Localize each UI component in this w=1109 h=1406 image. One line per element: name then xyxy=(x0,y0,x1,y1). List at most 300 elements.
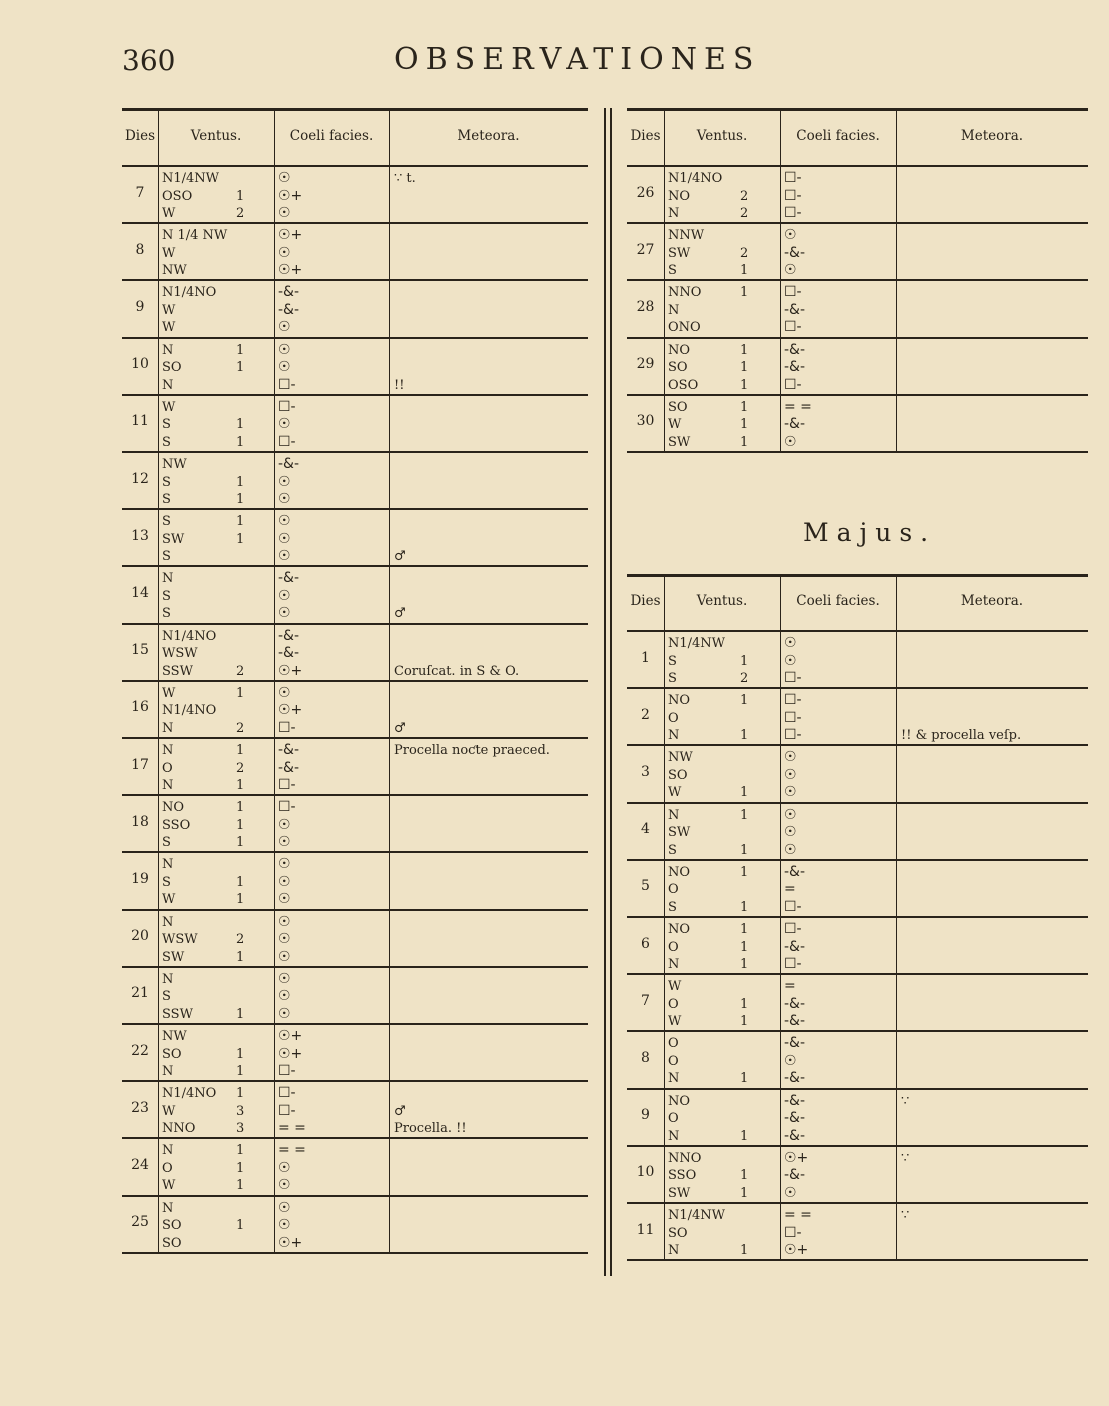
wind-direction: NNO xyxy=(668,285,702,301)
rule xyxy=(780,1147,781,1202)
wind-force: 2 xyxy=(740,245,749,261)
rule xyxy=(158,111,159,165)
rule xyxy=(158,1139,159,1194)
rule xyxy=(664,281,665,336)
rule xyxy=(122,1137,588,1139)
rule xyxy=(627,1259,1088,1261)
wind-direction: W xyxy=(162,1103,176,1119)
rule xyxy=(274,396,275,451)
sky-symbol: -&- xyxy=(278,456,300,472)
sky-symbol: ☉ xyxy=(278,359,291,376)
wind-direction: SO xyxy=(162,1218,182,1234)
wind-direction: N xyxy=(668,302,680,318)
wind-direction: O xyxy=(162,760,173,776)
rule xyxy=(604,108,606,1276)
wind-direction: SO xyxy=(162,360,182,376)
wind-direction: SW xyxy=(668,434,691,450)
rule xyxy=(664,1032,665,1087)
wind-force: 1 xyxy=(740,342,749,358)
rule xyxy=(664,396,665,451)
sky-symbol: ☉ xyxy=(278,341,291,358)
wind-force: 1 xyxy=(740,728,749,744)
rule xyxy=(627,222,1088,224)
day-number: 2 xyxy=(641,706,650,723)
wind-direction: ONO xyxy=(668,320,701,336)
column-header-dies: Dies xyxy=(630,593,661,609)
day-number: 29 xyxy=(636,356,655,373)
column-header-meteora: Meteora. xyxy=(960,127,1024,144)
sky-symbol: ☉ xyxy=(278,988,291,1005)
wind-direction: W xyxy=(162,685,176,701)
wind-force: 1 xyxy=(740,1014,749,1030)
sky-symbol: -&- xyxy=(784,1013,806,1030)
wind-direction: SSO xyxy=(162,817,191,833)
rule xyxy=(780,111,781,165)
rule xyxy=(627,630,1088,632)
rule xyxy=(158,167,159,222)
rule xyxy=(274,1139,275,1194)
wind-direction: O xyxy=(668,882,679,898)
wind-direction: O xyxy=(668,1053,679,1069)
rule xyxy=(389,911,390,966)
rule xyxy=(780,746,781,801)
sky-symbol: ☉+ xyxy=(784,1242,809,1258)
sky-symbol: ☉ xyxy=(278,1159,291,1176)
rule xyxy=(627,859,1088,861)
sky-symbol: -&- xyxy=(784,1092,806,1109)
wind-direction: NO xyxy=(162,800,185,816)
rule xyxy=(122,680,588,682)
rule xyxy=(627,279,1088,281)
wind-force: 1 xyxy=(740,653,749,669)
column-header-dies: Dies xyxy=(124,127,156,144)
sky-symbol: -&- xyxy=(784,301,806,318)
rule xyxy=(122,909,588,911)
wind-force: 1 xyxy=(236,949,245,965)
wind-force: 1 xyxy=(740,939,749,955)
rule xyxy=(122,623,588,625)
wind-direction: O xyxy=(668,939,679,955)
sky-symbol: ☐- xyxy=(784,898,802,915)
wind-direction: NNO xyxy=(162,1121,196,1137)
sky-symbol: = = xyxy=(784,1207,812,1223)
sky-symbol: ☐- xyxy=(278,1085,296,1102)
wind-direction: N 1/4 NW xyxy=(162,228,228,244)
rule xyxy=(896,281,897,336)
rule xyxy=(158,224,159,279)
wind-force: 1 xyxy=(236,360,245,376)
rule xyxy=(664,861,665,916)
sky-symbol: ☉ xyxy=(784,784,797,801)
rule xyxy=(389,567,390,622)
sky-symbol: ☉+ xyxy=(278,1234,303,1251)
sky-symbol: ☉ xyxy=(278,170,291,186)
rule xyxy=(122,851,588,853)
sky-symbol: ☉ xyxy=(278,913,291,930)
rule xyxy=(780,918,781,973)
wind-direction: N1/4NW xyxy=(162,171,220,186)
wind-direction: W xyxy=(162,1178,176,1194)
day-number: 10 xyxy=(131,356,149,373)
wind-force: 1 xyxy=(740,842,749,858)
rule xyxy=(627,394,1088,396)
rule xyxy=(122,394,588,396)
wind-direction: NO xyxy=(668,864,691,880)
rule xyxy=(389,625,390,680)
sky-symbol: ☉ xyxy=(278,1177,291,1194)
rule xyxy=(389,281,390,336)
sky-symbol: ☐- xyxy=(784,670,802,686)
sky-symbol: ☐- xyxy=(784,187,802,204)
sky-symbol: ☐- xyxy=(784,921,802,937)
wind-force: 1 xyxy=(740,899,749,915)
rule xyxy=(896,396,897,451)
rule xyxy=(158,453,159,508)
rule xyxy=(274,625,275,680)
sky-symbol: ☉ xyxy=(278,513,291,530)
wind-direction: SO xyxy=(668,360,688,376)
rule xyxy=(896,167,897,222)
wind-direction: N xyxy=(668,1071,680,1087)
wind-direction: N1/4NW xyxy=(668,636,726,651)
wind-direction: N1/4NW xyxy=(668,1208,726,1223)
wind-direction: O xyxy=(162,1160,173,1176)
sky-symbol: -&- xyxy=(278,759,300,776)
rule xyxy=(389,1025,390,1080)
rule xyxy=(664,1090,665,1145)
rule xyxy=(274,339,275,394)
rule xyxy=(274,1197,275,1252)
wind-direction: N xyxy=(162,743,174,758)
sky-symbol: ☐- xyxy=(278,398,296,415)
rule xyxy=(896,224,897,279)
rule xyxy=(122,279,588,281)
wind-direction: S xyxy=(162,492,171,507)
sky-symbol: ☐- xyxy=(278,376,296,393)
sky-symbol: -&- xyxy=(784,1127,806,1144)
wind-direction: S xyxy=(668,842,677,858)
rule xyxy=(780,861,781,916)
meteor-note: Coruſcat. in S & O. xyxy=(394,663,520,679)
wind-force: 1 xyxy=(740,417,749,433)
wind-direction: W xyxy=(162,320,176,336)
wind-force: 1 xyxy=(236,417,245,433)
rule xyxy=(389,796,390,851)
sky-symbol: ☉ xyxy=(784,841,797,858)
rule xyxy=(627,337,1088,339)
rule xyxy=(664,111,665,165)
sky-symbol: ☉ xyxy=(784,806,797,823)
sky-symbol: -&- xyxy=(278,627,300,644)
day-number: 8 xyxy=(135,241,145,258)
column-header-ventus: Ventus. xyxy=(696,593,748,609)
wind-force: 1 xyxy=(236,778,245,793)
rule xyxy=(664,632,665,687)
rule xyxy=(627,108,1088,111)
wind-direction: NW xyxy=(668,750,693,766)
day-number: 24 xyxy=(131,1157,149,1173)
column-header-ventus: Ventus. xyxy=(696,127,748,144)
sky-symbol: ☐- xyxy=(278,433,296,450)
wind-direction: S xyxy=(162,434,171,450)
wind-direction: N xyxy=(162,342,174,358)
rule xyxy=(274,167,275,222)
rule xyxy=(896,1032,897,1087)
rule xyxy=(896,689,897,744)
meteor-note: ∵ xyxy=(901,1150,910,1166)
wind-direction: S xyxy=(668,899,677,915)
wind-direction: S xyxy=(162,514,171,530)
rule xyxy=(664,918,665,973)
wind-direction: N xyxy=(162,1143,174,1159)
sky-symbol: ☉ xyxy=(784,227,797,244)
sky-symbol: ☉ xyxy=(278,1005,291,1022)
column-header-dies: Dies xyxy=(630,127,661,144)
rule xyxy=(896,1090,897,1145)
rule xyxy=(896,746,897,801)
rule xyxy=(780,804,781,859)
sky-symbol: ☉ xyxy=(278,530,291,547)
rule xyxy=(122,1080,588,1082)
day-number: 9 xyxy=(135,299,145,315)
day-number: 11 xyxy=(131,413,149,430)
rule xyxy=(122,737,588,739)
wind-direction: SW xyxy=(162,531,185,547)
wind-force: 1 xyxy=(236,1160,245,1176)
rule xyxy=(274,281,275,336)
rule xyxy=(610,108,612,1276)
wind-direction: SO xyxy=(162,1046,182,1062)
rule xyxy=(158,796,159,851)
rule xyxy=(158,682,159,737)
day-number: 23 xyxy=(131,1099,149,1116)
rule xyxy=(158,567,159,622)
rule xyxy=(780,1090,781,1145)
sky-symbol: ☉ xyxy=(278,816,291,833)
wind-direction: N xyxy=(162,857,174,873)
day-number: 1 xyxy=(641,649,650,666)
wind-direction: N xyxy=(668,206,680,221)
day-number: 7 xyxy=(641,992,650,1009)
wind-direction: SO xyxy=(668,767,688,783)
wind-direction: W xyxy=(162,302,176,318)
rule xyxy=(896,632,897,687)
column-header-coeli: Coeli facies. xyxy=(289,127,374,144)
wind-direction: N1/4NO xyxy=(668,171,723,186)
meteor-note: ∵ t. xyxy=(394,171,416,186)
column-header-meteora: Meteora. xyxy=(960,593,1024,609)
rule xyxy=(122,966,588,968)
day-number: 25 xyxy=(131,1214,149,1231)
wind-force: 1 xyxy=(236,434,245,450)
wind-force: 1 xyxy=(236,1046,245,1062)
wind-force: 1 xyxy=(740,399,749,415)
rule xyxy=(389,968,390,1023)
sky-symbol: ☉ xyxy=(278,684,291,701)
rule xyxy=(274,796,275,851)
wind-force: 1 xyxy=(740,1071,749,1087)
rule xyxy=(627,687,1088,689)
wind-direction: SW xyxy=(668,245,691,261)
rule xyxy=(780,1204,781,1259)
rule xyxy=(389,111,390,165)
wind-direction: S xyxy=(668,653,677,669)
day-number: 22 xyxy=(131,1042,149,1059)
wind-direction: S xyxy=(162,606,171,622)
rule xyxy=(627,1202,1088,1204)
wind-direction: O xyxy=(668,1036,679,1052)
rule xyxy=(274,682,275,737)
sky-symbol: ☉ xyxy=(278,319,291,336)
rule xyxy=(627,574,1088,577)
wind-direction: S xyxy=(668,263,677,279)
wind-force: 1 xyxy=(740,864,749,880)
meteor-note: ♂ xyxy=(394,720,406,736)
rule xyxy=(158,396,159,451)
wind-direction: SSW xyxy=(162,1006,193,1022)
sky-symbol: ☐- xyxy=(784,956,802,972)
rule xyxy=(896,861,897,916)
sky-symbol: -&- xyxy=(784,244,806,261)
wind-direction: N xyxy=(162,971,174,987)
rule xyxy=(780,224,781,279)
sky-symbol: -&- xyxy=(784,1035,806,1052)
wind-direction: W xyxy=(668,979,682,995)
rule xyxy=(274,968,275,1023)
sky-symbol: ☉ xyxy=(278,244,291,261)
sky-symbol: ☉+ xyxy=(784,1149,809,1166)
sky-symbol: = = xyxy=(278,1142,306,1159)
rule xyxy=(122,222,588,224)
day-number: 14 xyxy=(131,585,149,601)
rule xyxy=(158,625,159,680)
wind-force: 1 xyxy=(236,892,245,908)
wind-direction: NW xyxy=(162,1029,187,1044)
sky-symbol: ☐- xyxy=(784,319,802,336)
rule xyxy=(158,1197,159,1252)
rule xyxy=(780,577,781,630)
sky-symbol: = = xyxy=(278,1120,306,1137)
month-title: Majus. xyxy=(803,518,937,547)
sky-symbol: ☐- xyxy=(784,205,802,221)
wind-direction: W xyxy=(668,785,682,801)
wind-force: 2 xyxy=(740,206,749,221)
wind-direction: S xyxy=(162,835,171,851)
rule xyxy=(122,1252,588,1254)
wind-direction: S xyxy=(162,989,171,1005)
column-header-coeli: Coeli facies. xyxy=(796,593,880,609)
wind-force: 2 xyxy=(236,206,245,221)
rule xyxy=(627,451,1088,453)
wind-direction: N xyxy=(162,720,174,736)
sky-symbol: ☉+ xyxy=(278,1045,303,1062)
rule xyxy=(274,224,275,279)
day-number: 18 xyxy=(131,813,149,830)
rule xyxy=(274,1082,275,1137)
wind-force: 3 xyxy=(236,1121,245,1137)
day-number: 9 xyxy=(641,1107,650,1124)
sky-symbol: ☉ xyxy=(278,1217,291,1234)
rule xyxy=(780,975,781,1030)
rule xyxy=(664,577,665,630)
rule xyxy=(389,1139,390,1194)
sky-symbol: ☉ xyxy=(278,587,291,604)
wind-direction: SO xyxy=(162,1235,182,1251)
rule xyxy=(780,167,781,222)
sky-symbol: ☐- xyxy=(784,170,802,186)
sky-symbol: ☉ xyxy=(278,205,291,221)
sky-symbol: ☐- xyxy=(784,376,802,393)
rule xyxy=(389,853,390,908)
wind-force: 1 xyxy=(236,514,245,530)
rule xyxy=(627,1145,1088,1147)
sky-symbol: ☉+ xyxy=(278,662,303,679)
wind-direction: O xyxy=(668,1111,679,1127)
wind-force: 1 xyxy=(236,1006,245,1022)
sky-symbol: ☐- xyxy=(278,777,296,793)
wind-force: 1 xyxy=(740,957,749,972)
rule xyxy=(664,689,665,744)
rule xyxy=(389,339,390,394)
wind-force: 1 xyxy=(236,1143,245,1159)
sky-symbol: ☉ xyxy=(278,605,291,622)
wind-direction: O xyxy=(668,710,679,726)
sky-symbol: ☐- xyxy=(784,692,802,709)
rule xyxy=(664,804,665,859)
wind-force: 1 xyxy=(740,434,749,450)
rule xyxy=(780,689,781,744)
day-number: 27 xyxy=(636,241,655,258)
wind-force: 1 xyxy=(740,922,749,937)
wind-direction: NNW xyxy=(668,228,705,244)
wind-direction: WSW xyxy=(162,646,198,662)
wind-force: 2 xyxy=(236,663,245,679)
meteor-note: !! & procella veſp. xyxy=(901,728,1022,744)
rule xyxy=(780,281,781,336)
rule xyxy=(389,396,390,451)
sky-symbol: ☐- xyxy=(784,1224,802,1241)
wind-direction: NO xyxy=(668,693,691,709)
day-number: 19 xyxy=(131,871,149,887)
sky-symbol: -&- xyxy=(784,995,806,1012)
rule xyxy=(158,281,159,336)
wind-direction: NO xyxy=(668,342,691,358)
wind-force: 1 xyxy=(236,800,245,816)
rule xyxy=(158,1025,159,1080)
wind-direction: SW xyxy=(668,1185,691,1201)
sky-symbol: -&- xyxy=(278,301,300,318)
sky-symbol: = xyxy=(784,978,796,995)
rule xyxy=(122,794,588,796)
sky-symbol: ☉ xyxy=(278,473,291,490)
wind-direction: W xyxy=(162,399,176,415)
wind-direction: NW xyxy=(162,457,187,472)
sky-symbol: ☐- xyxy=(784,284,802,301)
rule xyxy=(627,744,1088,746)
rule xyxy=(896,111,897,165)
rule xyxy=(664,1204,665,1259)
wind-direction: N xyxy=(668,957,680,972)
sky-symbol: ☉ xyxy=(278,931,291,948)
sky-symbol: ☉ xyxy=(278,491,291,507)
rule xyxy=(780,339,781,394)
rule xyxy=(389,1197,390,1252)
wind-force: 1 xyxy=(236,1178,245,1194)
rule xyxy=(274,853,275,908)
rule xyxy=(274,567,275,622)
wind-force: 1 xyxy=(236,874,245,890)
rule xyxy=(158,968,159,1023)
